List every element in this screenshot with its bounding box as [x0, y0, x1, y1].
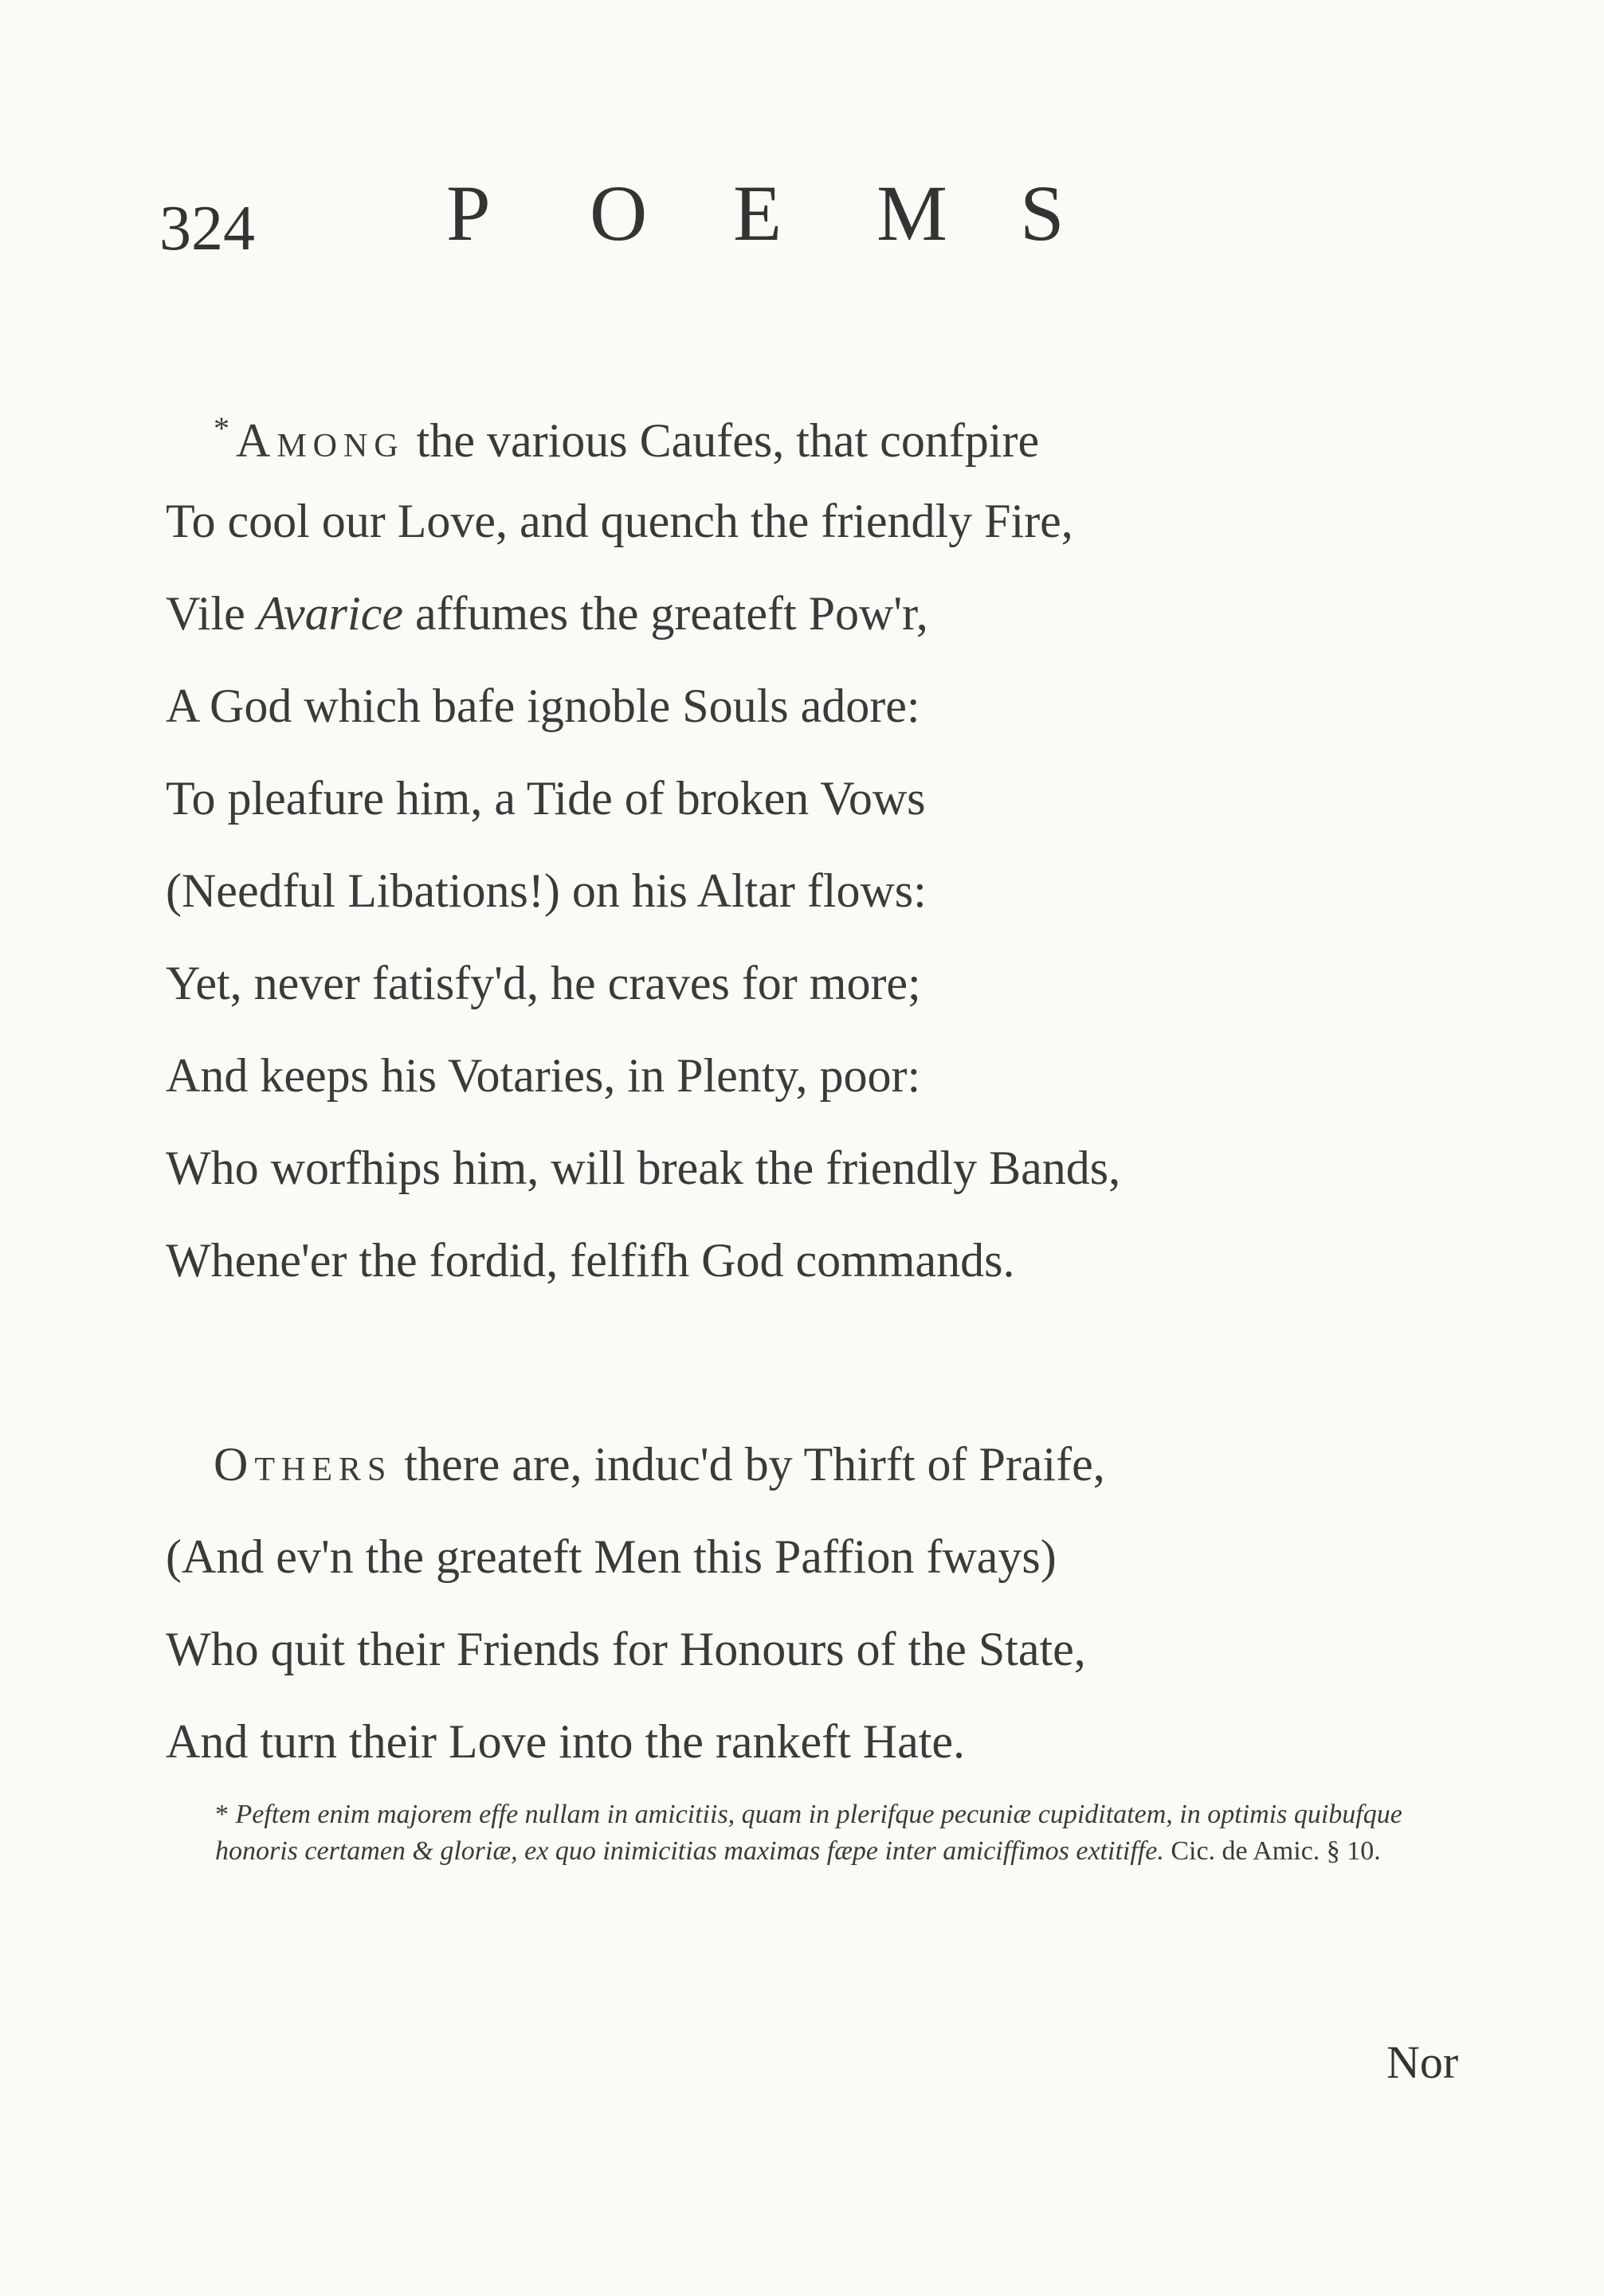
- verse-line: Who worfhips him, will break the friendly Bands,: [166, 1142, 1121, 1194]
- verse-text: there are, induc'd by Thirft of Praife,: [392, 1438, 1105, 1491]
- verse-line: A God which bafe ignoble Souls adore:: [166, 680, 920, 732]
- verse-line: [166, 1418, 1480, 1510]
- footnote-marker: *: [214, 410, 229, 446]
- verse-text: affumes the greateft Pow'r,: [402, 587, 928, 640]
- stanza-1: [166, 382, 1480, 1307]
- running-head-letter: M: [877, 169, 947, 257]
- opening-word: Others: [214, 1438, 393, 1491]
- running-head-letter: O: [590, 169, 648, 257]
- running-head-letter: S: [1020, 169, 1065, 257]
- stanza-2: [166, 1418, 1480, 1788]
- verse-line: Who quit their Friends for Honours of the State,: [166, 1623, 1086, 1675]
- verse-line: Whene'er the fordid, felfifh God commands.: [166, 1234, 1015, 1287]
- verse-line: (Needful Libations!) on his Altar flows:: [166, 864, 927, 917]
- running-head: [446, 167, 1163, 259]
- footnote: [215, 1796, 1490, 1870]
- italic-word: Avarice: [257, 587, 403, 640]
- verse-line: (And ev'n the greateft Men this Paffion fways): [166, 1530, 1057, 1583]
- footnote-text: Peftem enim majorem effe nullam in amicitiis, quam in plerifque pecuniæ cupiditatem, in optimis quibufque honoris certamen & gloriæ, ex quo inimicitias maximas fæpe inter amiciffimos extitiffe.: [215, 1800, 1402, 1866]
- running-head-letter: E: [733, 169, 782, 257]
- verse-line: And keeps his Votaries, in Plenty, poor:: [166, 1049, 921, 1102]
- page-number: 324: [159, 194, 255, 264]
- footnote-marker: *: [215, 1800, 229, 1829]
- catchword: Nor: [1386, 2036, 1459, 2088]
- verse-line: [166, 567, 1480, 660]
- verse-line: [166, 382, 1480, 475]
- opening-word: Among: [236, 414, 405, 467]
- verse-line: Yet, never fatisfy'd, he craves for more;: [166, 957, 921, 1009]
- running-head-letter: P: [446, 169, 491, 257]
- verse-text: the various Caufes, that confpire: [404, 414, 1040, 467]
- verse-text: Vile: [166, 587, 257, 640]
- verse-line: And turn their Love into the rankeft Hate.: [166, 1715, 966, 1768]
- page-header: [0, 143, 1604, 264]
- footnote-citation: Cic. de Amic. § 10.: [1163, 1836, 1381, 1866]
- verse-line: To cool our Love, and quench the friendly Fire,: [166, 495, 1073, 547]
- verse-line: To pleafure him, a Tide of broken Vows: [166, 772, 926, 825]
